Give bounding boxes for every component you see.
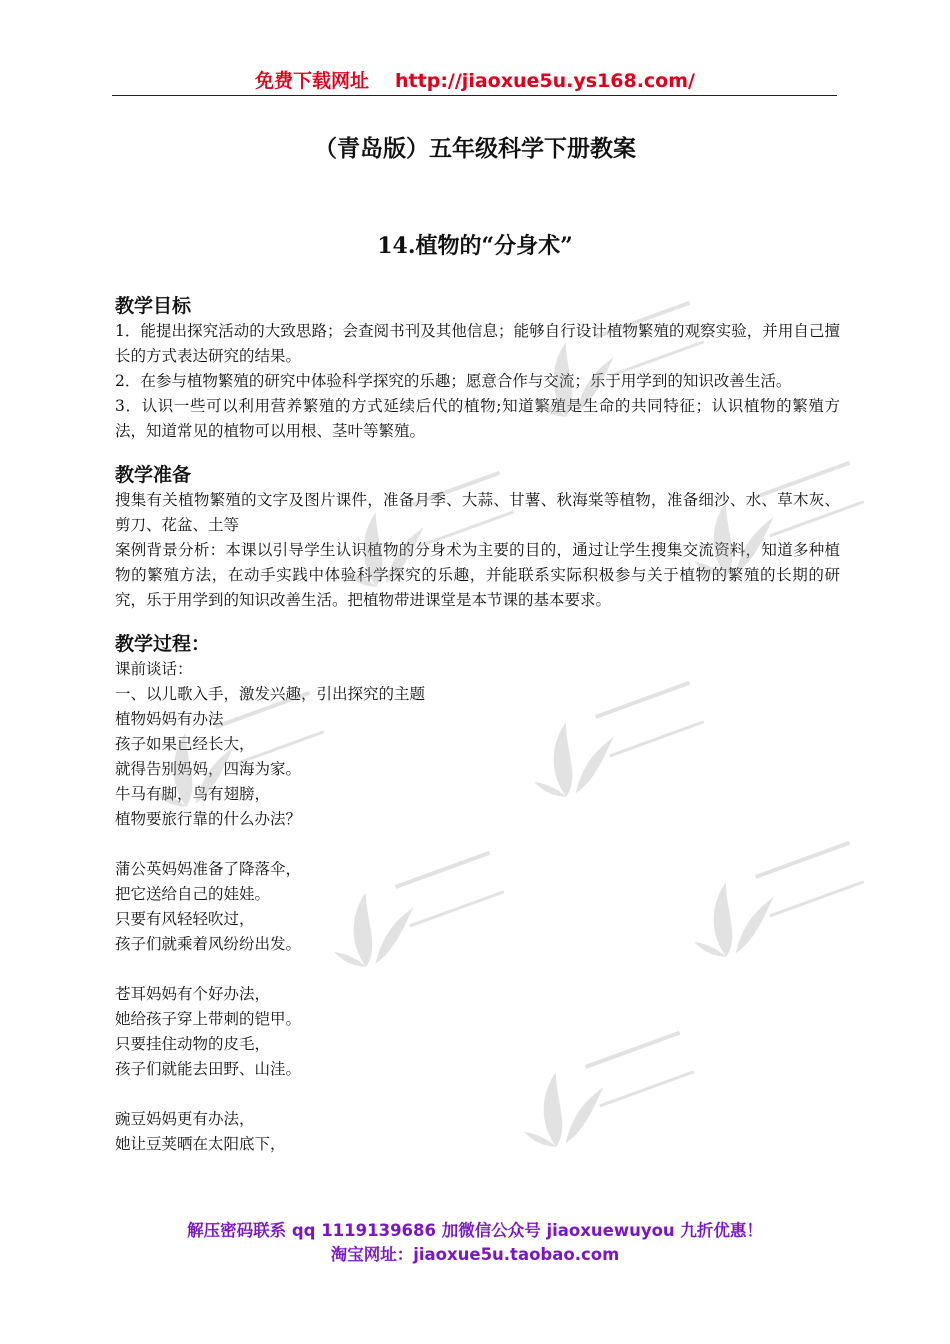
header-divider: [112, 95, 837, 96]
poem-line: 就得告别妈妈，四海为家。: [115, 760, 302, 778]
lesson-title: 14.植物的“分身术”: [377, 233, 573, 259]
prep-analysis: 案例背景分析：本课以引导学生认识植物的分身术为主要的目的，通过让学生搜集交流资料，知道多种植物的繁殖方法，在动手实践中体验科学探究的乐趣，并能联系实际积极参与关于植物的繁殖的长期的研究，乐于用学到的知识改善生活。把植物带进课堂是本节课的基本要求。: [115, 541, 840, 609]
document-body: [115, 293, 840, 1157]
process-step: 一、以儿歌入手，激发兴趣，引出探究的主题: [115, 685, 426, 703]
poem-line: 孩子如果已经长大，: [115, 735, 255, 753]
header-banner: [0, 66, 950, 93]
poem-line: 她让豆荚晒在太阳底下，: [115, 1135, 286, 1153]
poem-line: 把它送给自己的娃娃。: [115, 885, 271, 903]
section-heading-prep: 教学准备: [115, 464, 192, 486]
prep-materials: 搜集有关植物繁殖的文字及图片课件，准备月季、大蒜、甘薯、秋海棠等植物，准备细沙、水、草木灰、剪刀、花盆、土等: [115, 491, 840, 534]
poem-line: 植物要旅行靠的什么办法？: [115, 810, 302, 828]
poem-line: 牛马有脚，鸟有翅膀，: [115, 785, 271, 803]
poem-line: 豌豆妈妈更有办法，: [115, 1110, 255, 1128]
header-label: 免费下载网址: [255, 70, 370, 92]
poem-line: 蒲公英妈妈准备了降落伞，: [115, 860, 302, 878]
poem-line: 只要挂住动物的皮毛，: [115, 1035, 271, 1053]
poem-line: 苍耳妈妈有个好办法，: [115, 985, 271, 1003]
poem-line: 孩子们就能去田野、山洼。: [115, 1060, 302, 1078]
goal-item: 2．在参与植物繁殖的研究中体验科学探究的乐趣；愿意合作与交流；乐于用学到的知识改善生活。: [115, 372, 792, 390]
section-heading-goals: 教学目标: [115, 295, 192, 317]
header-url-link[interactable]: http://jiaoxue5u.ys168.com/: [395, 70, 695, 92]
footer-contact: 解压密码联系 qq 1119139686 加微信公众号 jiaoxuewuyou 九折优惠！: [187, 1221, 763, 1240]
footer-shop-link[interactable]: 淘宝网址：jiaoxue5u.taobao.com: [330, 1245, 620, 1264]
footer-banner: [0, 1219, 950, 1267]
goal-item: 1．能提出探究活动的大致思路；会查阅书刊及其他信息；能够自行设计植物繁殖的观察实验，并用自己擅长的方式表达研究的结果。: [115, 322, 840, 365]
section-heading-process: 教学过程：: [115, 633, 211, 655]
poem-line: 孩子们就乘着风纷纷出发。: [115, 935, 302, 953]
goal-item: 3．认识一些可以利用营养繁殖的方式延续后代的植物;知道繁殖是生命的共同特征；认识植物的繁殖方法，知道常见的植物可以用根、茎叶等繁殖。: [115, 397, 840, 440]
poem-line: 她给孩子穿上带刺的铠甲。: [115, 1010, 302, 1028]
poem-line: 植物妈妈有办法: [115, 710, 224, 728]
document-title: （青岛版）五年级科学下册教案: [314, 135, 636, 162]
process-intro: 课前谈话：: [115, 660, 193, 678]
poem-line: 只要有风轻轻吹过，: [115, 910, 255, 928]
